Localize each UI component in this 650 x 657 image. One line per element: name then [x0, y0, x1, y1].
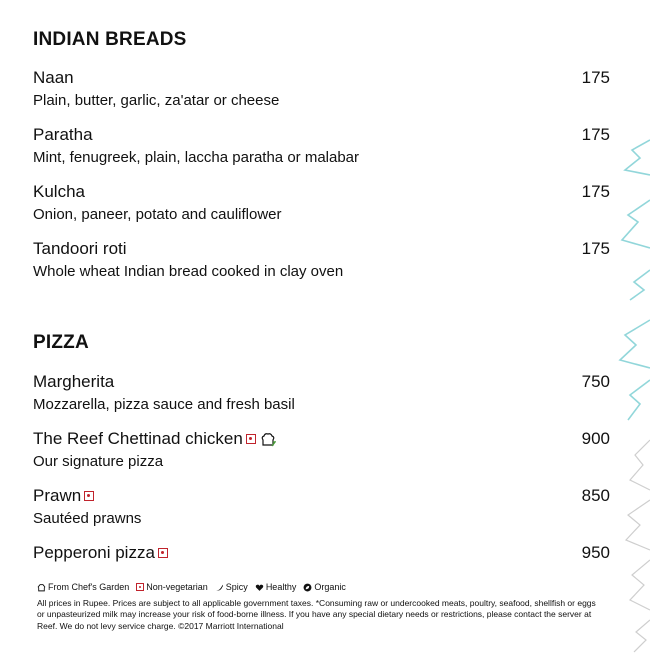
- menu-item-pepperoni-pizza: [33, 543, 610, 567]
- item-description: Mozzarella, pizza sauce and fresh basil: [33, 396, 295, 413]
- legend-label: Healthy: [265, 582, 297, 592]
- menu-item-naan: [33, 68, 610, 116]
- legend-spicy: [215, 581, 248, 593]
- menu-item-reef-chettinad-chicken: [33, 429, 610, 477]
- chef-garden-icon: [260, 431, 276, 447]
- legend-healthy: [255, 581, 297, 593]
- chef-garden-icon: [37, 583, 46, 592]
- menu-item-paratha: [33, 125, 610, 173]
- legend-organic: [303, 581, 346, 593]
- item-price: 950: [581, 543, 610, 562]
- menu-item-tandoori-roti: [33, 239, 610, 287]
- item-name: The Reef Chettinad chicken: [33, 429, 243, 448]
- non-veg-icon: [246, 434, 256, 444]
- item-description: Mint, fenugreek, plain, laccha paratha or malabar: [33, 149, 360, 166]
- item-price: 750: [581, 372, 610, 391]
- menu-item-margherita: [33, 372, 610, 420]
- section-title-pizza: PIZZA: [33, 332, 89, 353]
- non-veg-icon: [158, 548, 168, 558]
- item-name: Tandoori roti: [33, 239, 127, 258]
- item-description: Whole wheat Indian bread cooked in clay oven: [33, 263, 344, 280]
- item-name: Paratha: [33, 125, 93, 144]
- item-price: 175: [581, 182, 610, 201]
- decorative-coral-border: [610, 0, 650, 657]
- price-disclaimer: All prices in Rupee. Prices are subject to all applicable government taxes. *Consuming raw or undercooked meats, poultry, seafood, shellfish or eggs or unpasteurized milk may increase your risk of food-borne illness. If you have any special dietary needs or restrictions, please contact the server at Reef. We do not levy service charge. ©2017 Marriott International: [37, 598, 596, 631]
- chili-icon: [215, 583, 224, 592]
- item-name: Naan: [33, 68, 74, 87]
- item-name-row: [33, 429, 276, 449]
- menu-item-prawn: [33, 486, 610, 534]
- item-name: Prawn: [33, 486, 82, 505]
- section-title-indian-breads: INDIAN BREADS: [33, 29, 187, 50]
- item-description: Onion, paneer, potato and cauliflower: [33, 206, 282, 223]
- item-name: Margherita: [33, 372, 115, 391]
- item-description: Plain, butter, garlic, za'atar or cheese: [33, 92, 280, 109]
- organic-leaf-icon: [303, 583, 312, 592]
- item-name: Pepperoni pizza: [33, 543, 155, 562]
- legend-label: Spicy: [225, 582, 248, 592]
- dietary-legend: [37, 581, 346, 593]
- non-veg-icon: [136, 583, 144, 591]
- item-name-row: [33, 543, 168, 563]
- item-price: 175: [581, 68, 610, 87]
- heart-icon: [255, 583, 264, 592]
- item-name-row: [33, 486, 94, 506]
- item-name: Kulcha: [33, 182, 85, 201]
- item-price: 900: [581, 429, 610, 448]
- legend-label: Organic: [314, 582, 346, 592]
- legend-chef-garden: [37, 581, 129, 593]
- legend-non-veg: [136, 581, 208, 593]
- item-price: 175: [581, 125, 610, 144]
- item-description: Our signature pizza: [33, 453, 164, 470]
- item-price: 175: [581, 239, 610, 258]
- non-veg-icon: [84, 491, 94, 501]
- item-description: Sautéed prawns: [33, 510, 142, 527]
- item-price: 850: [581, 486, 610, 505]
- legend-label: Non-vegetarian: [146, 582, 208, 592]
- legend-label: From Chef's Garden: [48, 582, 130, 592]
- menu-item-kulcha: [33, 182, 610, 230]
